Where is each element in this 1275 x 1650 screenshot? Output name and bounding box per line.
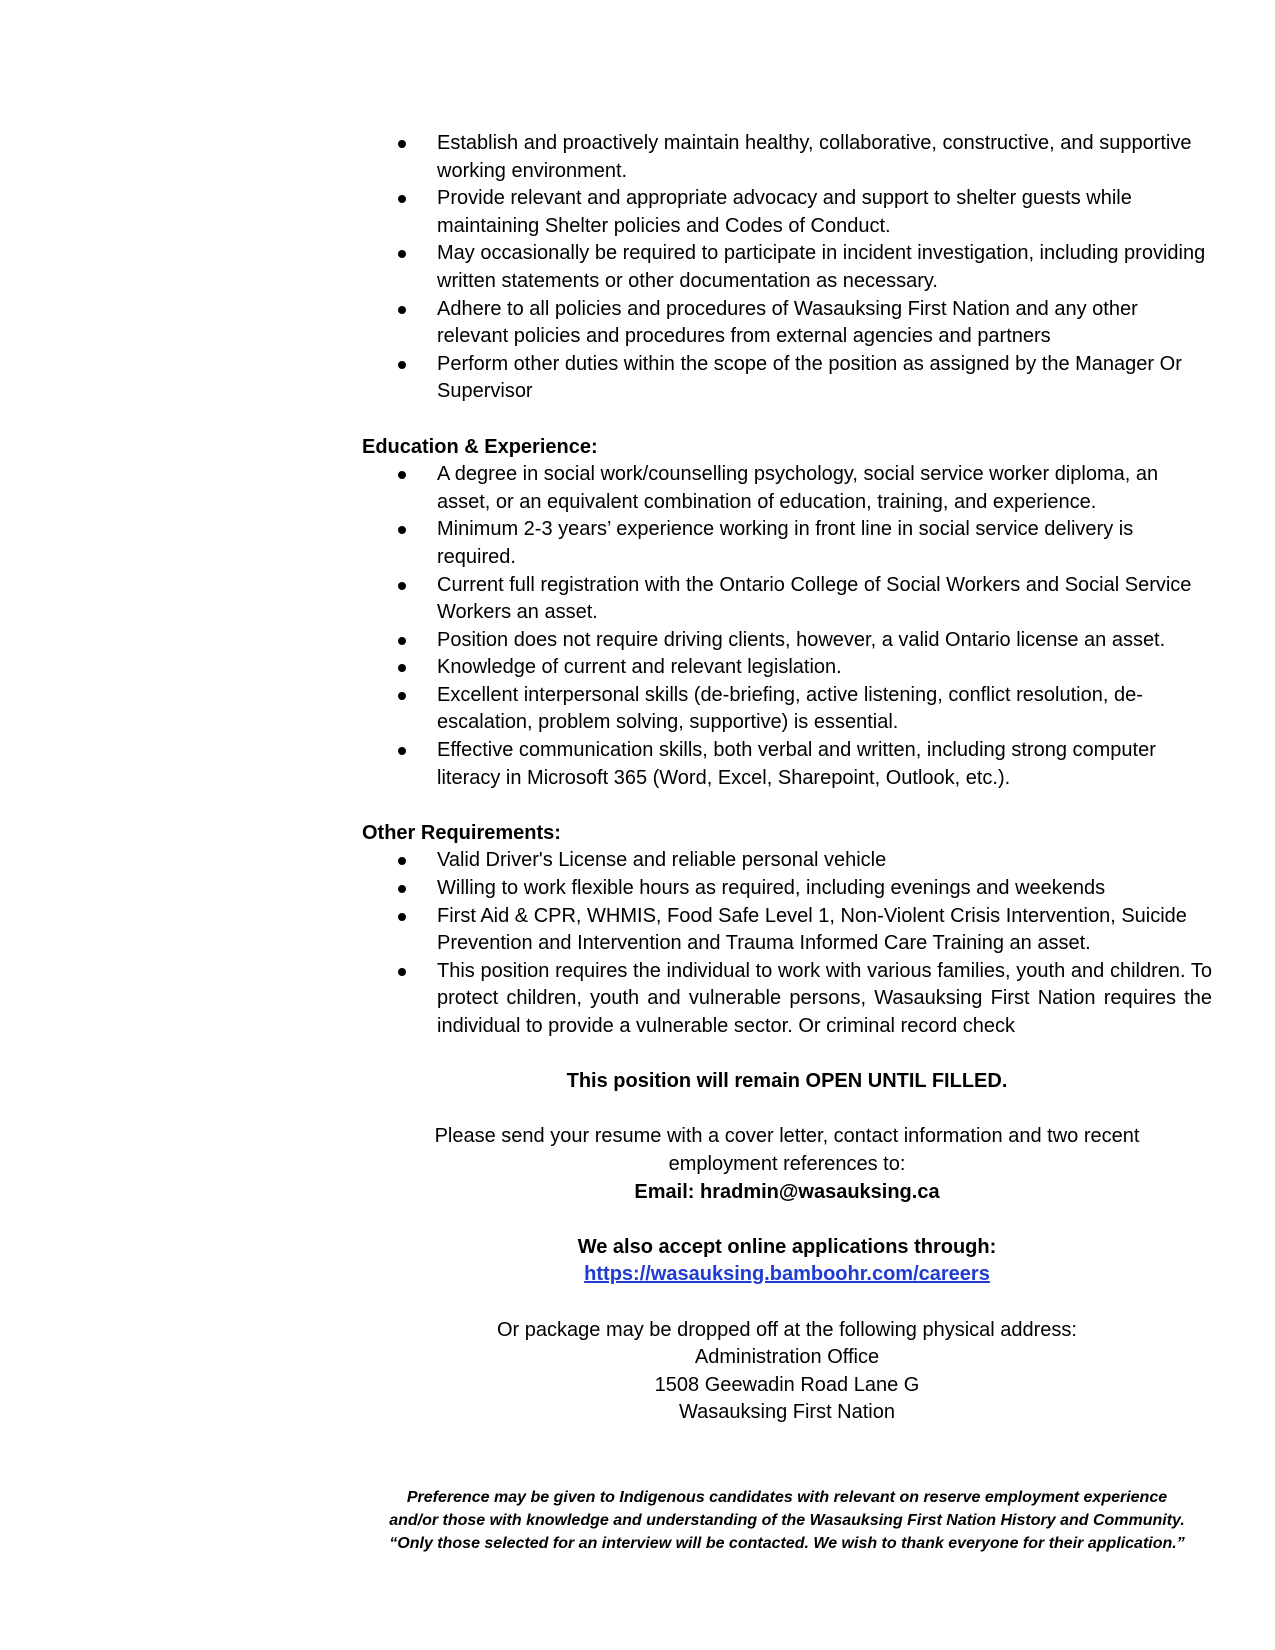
bullet-icon bbox=[398, 250, 406, 258]
list-item: Position does not require driving clients, however, a valid Ontario license an asset. bbox=[362, 627, 1212, 655]
list-item: Knowledge of current and relevant legislation. bbox=[362, 654, 1212, 682]
list-item: Adhere to all policies and procedures of Wasauksing First Nation and any other relevant policies and procedures from external agencies and partners bbox=[362, 296, 1212, 351]
list-item: Provide relevant and appropriate advocacy and support to shelter guests while maintaining Shelter policies and Codes of Conduct. bbox=[362, 185, 1212, 240]
list-item: Willing to work flexible hours as required, including evenings and weekends bbox=[362, 875, 1212, 903]
bullet-icon bbox=[398, 582, 406, 590]
list-item: Excellent interpersonal skills (de-briefing, active listening, conflict resolution, de-escalation, problem solving, supportive) is essential. bbox=[362, 682, 1212, 737]
bullet-icon bbox=[398, 692, 406, 700]
document-body bbox=[362, 130, 1212, 1427]
list-item: Establish and proactively maintain healthy, collaborative, constructive, and supportive working environment. bbox=[362, 130, 1212, 185]
other-requirements-heading: Other Requirements: bbox=[362, 821, 561, 844]
dropoff-line: Or package may be dropped off at the following physical address: bbox=[497, 1318, 1077, 1341]
bullet-icon bbox=[398, 747, 406, 755]
bullet-icon bbox=[398, 140, 406, 148]
bullet-icon bbox=[398, 471, 406, 479]
bullet-icon bbox=[398, 857, 406, 865]
footer-line-2: and/or those with knowledge and understanding of the Wasauksing First Nation History and Community. bbox=[389, 1512, 1185, 1529]
bullet-icon bbox=[398, 637, 406, 645]
bullet-icon bbox=[398, 913, 406, 921]
footer-line-1: Preference may be given to Indigenous candidates with relevant on reserve employment experience bbox=[406, 1489, 1168, 1506]
list-item: May occasionally be required to participate in incident investigation, including providing written statements or other documentation as necessary. bbox=[362, 240, 1212, 295]
list-item: This position requires the individual to work with various families, youth and children. To protect children, youth and vulnerable persons, Wasauksing First Nation requires the individual to provide a vulnerable sector. Or criminal record check bbox=[362, 958, 1212, 1041]
bullet-icon bbox=[398, 306, 406, 314]
bullet-icon bbox=[398, 361, 406, 369]
footer-line-3: “Only those selected for an interview will be contacted. We wish to thank everyone for their application.” bbox=[389, 1535, 1185, 1552]
list-item: A degree in social work/counselling psychology, social service worker diploma, an asset, or an equivalent combination of education, training, and experience. bbox=[362, 461, 1212, 516]
education-heading: Education & Experience: bbox=[362, 435, 598, 458]
bullet-icon bbox=[398, 968, 406, 976]
education-list bbox=[362, 461, 1212, 792]
list-item: Current full registration with the Ontario College of Social Workers and Social Service Workers an asset. bbox=[362, 572, 1212, 627]
address-line-3: Wasauksing First Nation bbox=[679, 1401, 895, 1424]
bullet-icon bbox=[398, 664, 406, 672]
online-applications-label: We also accept online applications through: bbox=[577, 1235, 997, 1258]
bullet-icon bbox=[398, 526, 406, 534]
send-resume-line: Please send your resume with a cover letter, contact information and two recent bbox=[434, 1125, 1140, 1148]
bullet-icon bbox=[398, 195, 406, 203]
list-item: First Aid & CPR, WHMIS, Food Safe Level 1, Non-Violent Crisis Intervention, Suicide Prevention and Intervention and Trauma Informed Care Training an asset. bbox=[362, 903, 1212, 958]
open-until-filled-notice: This position will remain OPEN UNTIL FILLED. bbox=[566, 1070, 1008, 1093]
other-requirements-list bbox=[362, 847, 1212, 1040]
footer-note bbox=[362, 1486, 1212, 1555]
address-line-1: Administration Office bbox=[694, 1346, 880, 1369]
list-item: Effective communication skills, both verbal and written, including strong computer literacy in Microsoft 365 (Word, Excel, Sharepoint, Outlook, etc.). bbox=[362, 737, 1212, 792]
duties-list bbox=[362, 130, 1212, 406]
send-resume-line-2: employment references to: bbox=[668, 1152, 906, 1175]
bullet-icon bbox=[398, 885, 406, 893]
list-item: Perform other duties within the scope of the position as assigned by the Manager Or Supervisor bbox=[362, 351, 1212, 406]
address-line-2: 1508 Geewadin Road Lane G bbox=[654, 1373, 920, 1396]
list-item: Valid Driver's License and reliable personal vehicle bbox=[362, 847, 1212, 875]
contact-email[interactable]: Email: hradmin@wasauksing.ca bbox=[634, 1180, 940, 1203]
careers-link[interactable]: https://wasauksing.bamboohr.com/careers bbox=[584, 1263, 990, 1286]
list-item: Minimum 2-3 years’ experience working in front line in social service delivery is required. bbox=[362, 516, 1212, 571]
